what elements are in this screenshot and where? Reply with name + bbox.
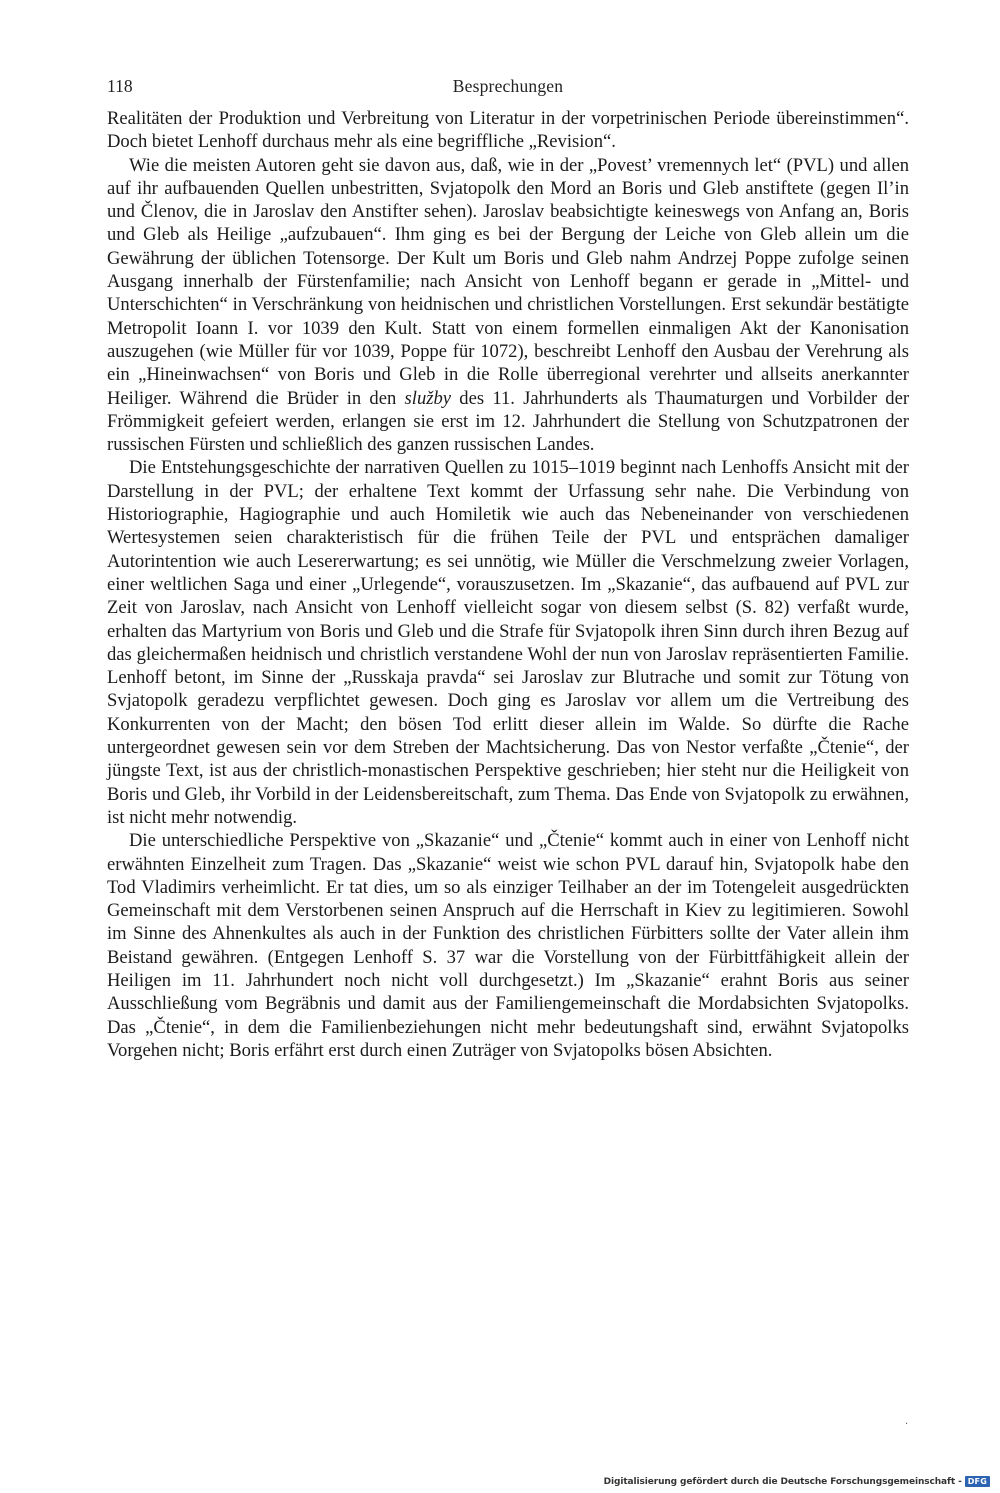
footer-credit: Digitalisierung gefördert durch die Deutsche Forschungsgemeinschaft -: [603, 1476, 962, 1487]
page-number: 118: [107, 76, 133, 96]
running-head: [107, 76, 909, 100]
paragraph-2-text-b: des 11. Jahrhunderts als Thaumaturgen und Vorbilder der Frömmigkeit gefeiert werden, erlangen sie erst im 12. Jahrhundert die Stellung von Schutzpatronen der russischen Fürsten und schließlich des ganzen russischen Landes.: [107, 387, 910, 456]
running-title: Besprechungen: [452, 76, 564, 96]
dfg-logo-icon: DFG: [965, 1476, 990, 1487]
paragraph-2-text-a: Wie die meisten Autoren geht sie davon aus, daß, wie in der „Povest’ vremennych let“ (PVL) und allen auf ihr aufbauenden Quellen unbestritten, Svjatopolk den Mord an Boris und Gleb anstiftete (gegen Il’in und Členov, die in Jaroslav den Anstifter sehen). Jaroslav beabsichtigte keineswegs von Anfang an, Boris und Gleb als Heilige „aufzubauen“. Ihm ging es bei der Bergung der Leiche von Gleb allein um die Gewährung der üblichen Totensorge. Der Kult um Boris und Gleb nahm Andrzej Poppe zufolge seinen Ausgang innerhalb der Fürstenfamilie; nach Ansicht von Lenhoff begann er gerade in „Mittel- und Unterschichten“ in Verschränkung von heidnischen und christlichen Vorstellungen. Erst sekundär bestätigte Metropolit Ioann I. vor 1039 den Kult. Statt von einem formellen einmaligen Akt der Kanonisation auszugehen (wie Müller für vor 1039, Poppe für 1072), beschreibt Lenhoff den Ausbau der Verehrung als ein „Hineinwachsen“ von Boris und Gleb in die Rolle überregional verehrter und allseits anerkannter Heiliger. Während die Brüder in den: [107, 154, 909, 409]
digitization-footer: [604, 1476, 990, 1487]
review-body: [107, 107, 909, 1062]
scan-speck: ·: [905, 1419, 909, 1430]
paragraph-1: Realitäten der Produktion und Verbreitung von Literatur in der vorpetrinischen Periode übereinstimmen“. Doch bietet Lenhoff durchaus mehr als eine begriffliche „Revision“.: [107, 108, 909, 153]
paragraph-2-italic-term: služby: [404, 387, 452, 409]
paragraph-2: [107, 154, 909, 457]
paragraph-4: Die unterschiedliche Perspektive von „Skazanie“ und „Čtenie“ kommt auch in einer von Lenhoff nicht erwähnten Einzelheit zum Tragen. Das „Skazanie“ weist wie schon PVL darauf hin, Svjatopolk habe den Tod Vladimirs verheimlicht. Er tat dies, um so als einziger Teilhaber an der im Totengeleit ausgedrückten Gemeinschaft mit dem Verstorbenen seinen Anspruch auf die Herrschaft in Kiev zu legitimieren. Sowohl im Sinne des Ahnenkultes als auch in der Funktion des christlichen Fürbitters sollte der Vater allein ihm Beistand gewähren. (Entgegen Lenhoff S. 37 war die Vorstellung von der Fürbittfähigkeit allein der Heiligen im 11. Jahrhundert noch nicht voll durchgesetzt.) Im „Skazanie“ erahnt Boris aus seiner Ausschließung vom Begräbnis und damit aus der Familiengemeinschaft die Mordabsichten Svjatopolks. Das „Čtenie“, in dem die Familienbeziehungen nicht mehr bedeutungshaft sind, erwähnt Svjatopolks Vorgehen nicht; Boris erfährt erst durch einen Zuträger von Svjatopolks bösen Absichten.: [107, 830, 909, 1061]
paragraph-3: Die Entstehungsgeschichte der narrativen Quellen zu 1015–1019 beginnt nach Lenhoffs Ansicht mit der Darstellung in der PVL; der erhaltene Text kommt der Urfassung sehr nahe. Die Verbindung von Historiographie, Hagiographie und auch Homiletik wie auch das Nebeneinander von verschiedenen Wertesystemen seien charakteristisch für die frühen Teile der PVL und entsprächen damaliger Autorintention wie auch Lesererwartung; es sei unnötig, wie Müller die Verschmelzung zweier Vorlagen, einer weltlichen Saga und einer „Urlegende“, vorauszusetzen. Im „Skazanie“, das aufbauend auf PVL zur Zeit von Jaroslav, nach Ansicht von Lenhoff vielleicht sogar von diesem selbst (S. 82) verfaßt wurde, erhalten das Martyrium von Boris und Gleb und die Strafe für Svjatopolk ihren Sinn durch ihren Bezug auf das gleichermaßen heidnisch und christlich verstandene Wohl der nun von Jaroslav repräsentierten Familie. Lenhoff betont, im Sinne der „Russkaja pravda“ sei Jaroslav zur Blutrache und somit zur Tötung von Svjatopolk geradezu verpflichtet gewesen. Doch ging es Jaroslav vor allem um die Vertreibung des Konkurrenten von der Macht; den bösen Tod erlitt dieser allein im Walde. So dürfte die Rache untergeordnet gewesen sein vor dem Streben der Machtsicherung. Das von Nestor verfaßte „Čtenie“, der jüngste Text, ist aus der christlich-monastischen Perspektive geschrieben; hier steht nur die Heiligkeit von Boris und Gleb, ihr Vorbild in der Leidensbereitschaft, zum Thema. Das Ende von Svjatopolk zu erwähnen, ist nicht mehr notwendig.: [107, 457, 909, 828]
